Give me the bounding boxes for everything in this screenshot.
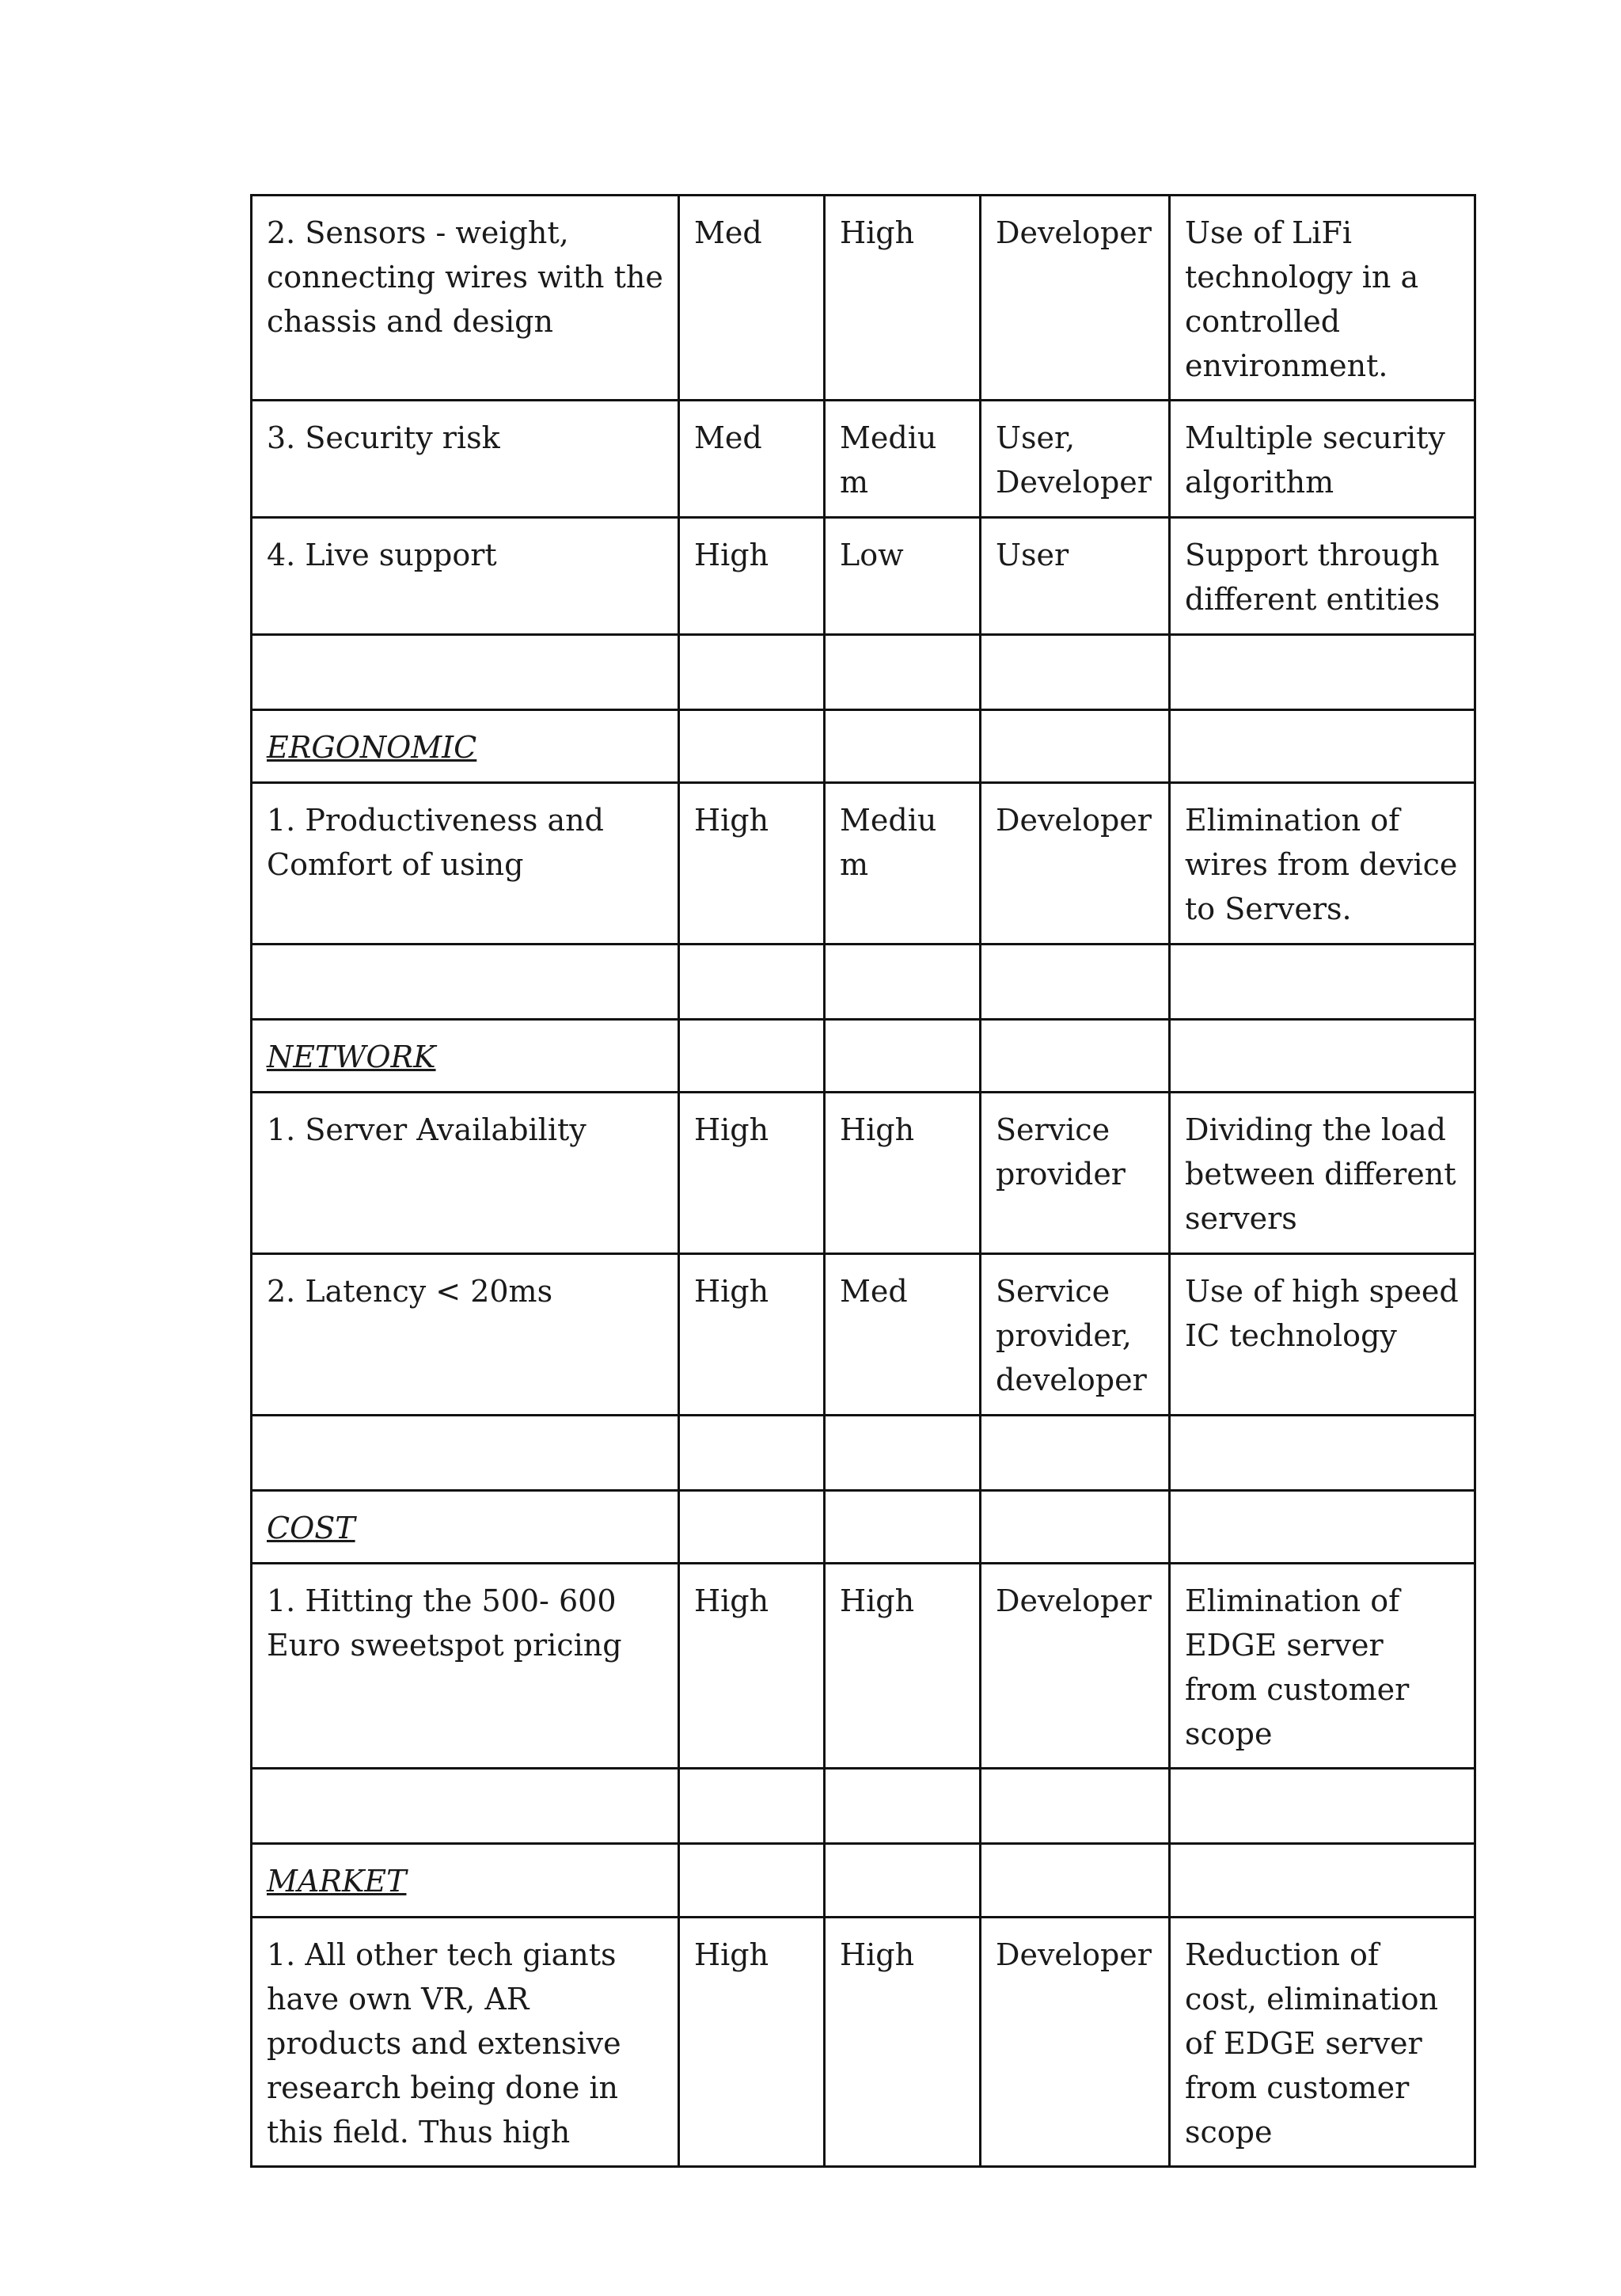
table-row [252, 1564, 1475, 1769]
owner-cell: Developer [981, 1564, 1170, 1769]
probability-cell [679, 1491, 825, 1564]
table-row [252, 1093, 1475, 1254]
impact-cell [825, 945, 981, 1020]
owner-cell [981, 945, 1170, 1020]
mitigation-cell: Use of high speed IC technology [1170, 1254, 1475, 1416]
table-row-empty [252, 1769, 1475, 1844]
owner-cell [981, 635, 1170, 710]
impact-cell [825, 1491, 981, 1564]
issue-cell: 2. Sensors - weight, connecting wires with the chassis and design [252, 196, 679, 401]
owner-cell: Developer [981, 1918, 1170, 2167]
table-row-empty [252, 1416, 1475, 1491]
impact-cell: High [825, 1093, 981, 1254]
table-row [252, 783, 1475, 945]
issue-cell: 4. Live support [252, 518, 679, 635]
owner-cell: Developer [981, 196, 1170, 401]
table-row [252, 518, 1475, 635]
table-row [252, 1918, 1475, 2167]
impact-cell: Medium [825, 783, 981, 945]
impact-cell [825, 1416, 981, 1491]
impact-cell: High [825, 1918, 981, 2167]
mitigation-cell [1170, 1769, 1475, 1844]
probability-cell: Med [679, 401, 825, 518]
impact-cell: High [825, 196, 981, 401]
mitigation-cell: Support through different entities [1170, 518, 1475, 635]
probability-cell: High [679, 1093, 825, 1254]
owner-cell: User, Developer [981, 401, 1170, 518]
probability-cell [679, 1416, 825, 1491]
issue-cell [252, 1769, 679, 1844]
owner-cell: Developer [981, 783, 1170, 945]
table-row-empty [252, 945, 1475, 1020]
table-row-empty [252, 635, 1475, 710]
owner-cell [981, 1844, 1170, 1918]
probability-cell [679, 635, 825, 710]
mitigation-cell: Use of LiFi technology in a controlled environment. [1170, 196, 1475, 401]
mitigation-cell: Elimination of wires from device to Servers. [1170, 783, 1475, 945]
mitigation-cell [1170, 1416, 1475, 1491]
mitigation-cell: Multiple security algorithm [1170, 401, 1475, 518]
probability-cell: High [679, 518, 825, 635]
table-row [252, 401, 1475, 518]
impact-cell [825, 1769, 981, 1844]
probability-cell [679, 1844, 825, 1918]
owner-cell [981, 1020, 1170, 1093]
impact-cell [825, 1844, 981, 1918]
issue-cell [252, 945, 679, 1020]
probability-cell [679, 945, 825, 1020]
issue-cell [252, 1416, 679, 1491]
impact-cell [825, 710, 981, 783]
mitigation-cell [1170, 1491, 1475, 1564]
owner-cell [981, 1416, 1170, 1491]
section-heading: MARKET [252, 1844, 679, 1918]
probability-cell: High [679, 1564, 825, 1769]
issue-cell: 1. Server Availability [252, 1093, 679, 1254]
issue-cell: 1. Productiveness and Comfort of using [252, 783, 679, 945]
probability-cell: High [679, 783, 825, 945]
probability-cell: High [679, 1918, 825, 2167]
owner-cell: Service provider [981, 1093, 1170, 1254]
mitigation-cell: Reduction of cost, elimination of EDGE server from customer scope [1170, 1918, 1475, 2167]
section-row [252, 710, 1475, 783]
owner-cell [981, 710, 1170, 783]
issue-cell: 1. Hitting the 500- 600 Euro sweetspot pricing [252, 1564, 679, 1769]
issue-cell [252, 635, 679, 710]
table-row [252, 196, 1475, 401]
section-heading: ERGONOMIC [252, 710, 679, 783]
impact-cell: High [825, 1564, 981, 1769]
impact-cell [825, 635, 981, 710]
section-heading: NETWORK [252, 1020, 679, 1093]
owner-cell [981, 1491, 1170, 1564]
mitigation-cell [1170, 1844, 1475, 1918]
owner-cell: Service provider, developer [981, 1254, 1170, 1416]
probability-cell [679, 1020, 825, 1093]
mitigation-cell [1170, 1020, 1475, 1093]
impact-cell: Med [825, 1254, 981, 1416]
table-row [252, 1254, 1475, 1416]
section-heading: COST [252, 1491, 679, 1564]
impact-cell [825, 1020, 981, 1093]
owner-cell [981, 1769, 1170, 1844]
section-row [252, 1491, 1475, 1564]
owner-cell: User [981, 518, 1170, 635]
section-row [252, 1020, 1475, 1093]
risk-table [250, 194, 1476, 2168]
mitigation-cell [1170, 710, 1475, 783]
impact-cell: Medium [825, 401, 981, 518]
risk-table-body [252, 196, 1475, 2167]
probability-cell: High [679, 1254, 825, 1416]
issue-cell: 2. Latency < 20ms [252, 1254, 679, 1416]
probability-cell: Med [679, 196, 825, 401]
mitigation-cell: Elimination of EDGE server from customer scope [1170, 1564, 1475, 1769]
mitigation-cell [1170, 945, 1475, 1020]
section-row [252, 1844, 1475, 1918]
probability-cell [679, 1769, 825, 1844]
mitigation-cell [1170, 635, 1475, 710]
mitigation-cell: Dividing the load between different servers [1170, 1093, 1475, 1254]
issue-cell: 3. Security risk [252, 401, 679, 518]
impact-cell: Low [825, 518, 981, 635]
issue-cell: 1. All other tech giants have own VR, AR products and extensive research being done in this field. Thus high [252, 1918, 679, 2167]
probability-cell [679, 710, 825, 783]
